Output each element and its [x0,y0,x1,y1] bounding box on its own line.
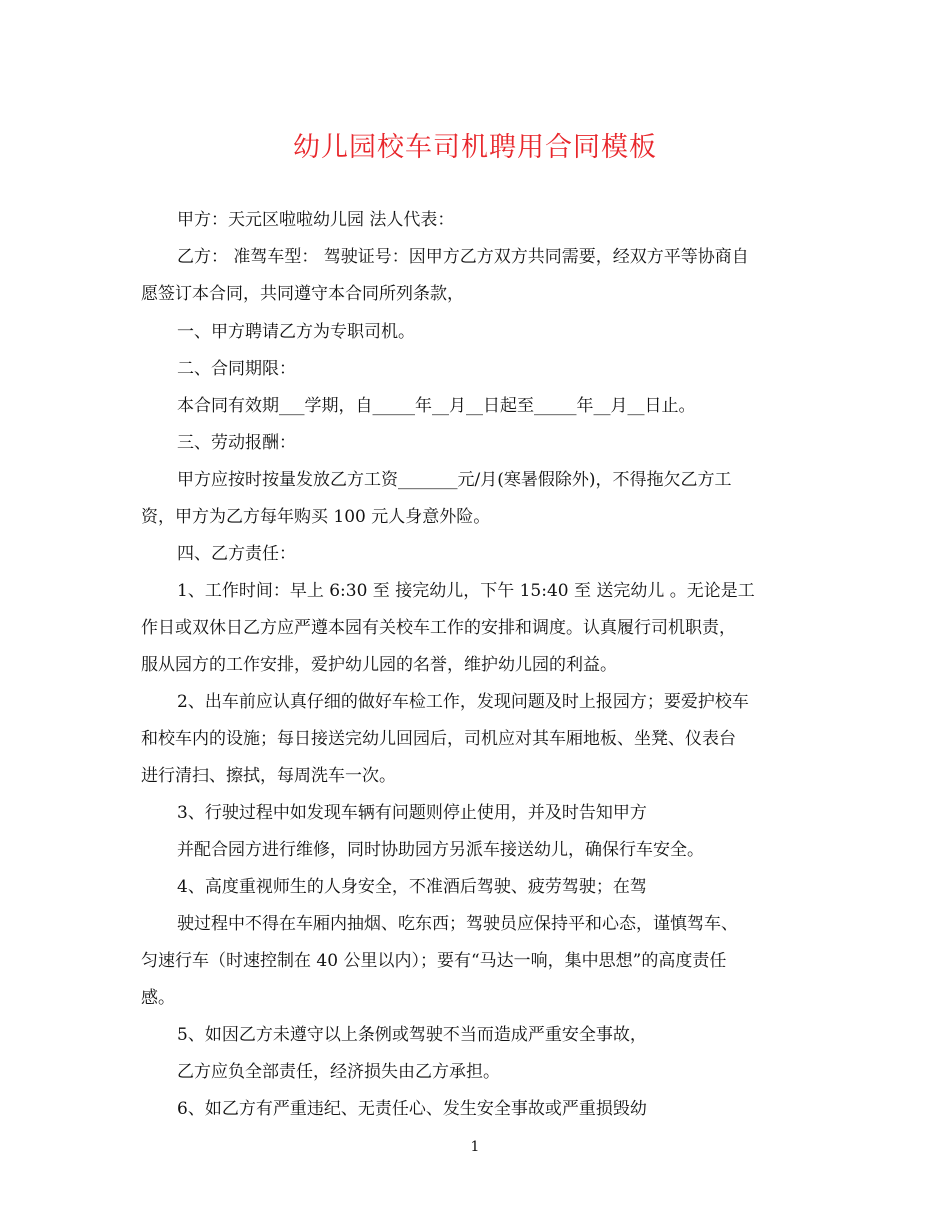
salary-line-continued: 资，甲方为乙方每年购买 100 元人身意外险。 [141,507,491,527]
duty-3-line-2: 并配合园方进行维修，同时协助园方另派车接送幼儿，确保行车安全。 [177,840,704,860]
duty-5-line: 5、如因乙方未遵守以上条例或驾驶不当而造成严重安全事故， [177,1025,647,1045]
party-b-line-continued: 愿签订本合同，共同遵守本合同所列条款， [141,284,464,304]
duty-6-line: 6、如乙方有严重违纪、无责任心、发生安全事故或严重损毁幼 [177,1099,647,1119]
duty-4-line-3: 匀速行车（时速控制在 40 公里以内）；要有“马达一响，集中思想”的高度责任 [141,951,727,971]
party-b-line: 乙方： 准驾车型： 驾驶证号：因甲方乙方双方共同需要，经双方平等协商自 [177,247,749,267]
duty-4-line: 4、高度重视师生的人身安全，不准酒后驾驶、疲劳驾驶；在驾 [177,877,647,897]
page-number: 1 [470,1139,480,1155]
document-title: 幼儿园校车司机聘用合同模板 [293,132,657,163]
duty-5-line-2: 乙方应负全部责任，经济损失由乙方承担。 [177,1062,500,1082]
party-a-line: 甲方：天元区啦啦幼儿园 法人代表： [177,210,455,230]
duty-2-line-2: 和校车内的设施；每日接送完幼儿回园后，司机应对其车厢地板、坐凳、仪表台 [141,729,736,749]
duty-1-line: 1、工作时间：早上 6:30 至 接完幼儿，下午 15:40 至 送完幼儿 。无论是工 [177,581,755,601]
clause-4-heading: 四、乙方责任： [177,544,296,564]
duty-2-line-3: 进行清扫、擦拭，每周洗车一次。 [141,766,396,786]
duty-4-line-2: 驶过程中不得在车厢内抽烟、吃东西；驾驶员应保持平和心态，谨慎驾车、 [177,914,738,934]
duty-1-line-2: 作日或双休日乙方应严遵本园有关校车工作的安排和调度。认真履行司机职责， [141,618,736,638]
clause-1-heading: 一、甲方聘请乙方为专职司机。 [177,322,415,342]
clause-3-heading: 三、劳动报酬： [177,433,296,453]
duty-1-line-3: 服从园方的工作安排，爱护幼儿园的名誉，维护幼儿园的利益。 [141,655,617,675]
duty-4-line-4: 感。 [141,988,175,1008]
salary-line: 甲方应按时按量发放乙方工资_______元/月(寒暑假除外)，不得拖欠乙方工 [177,470,732,490]
contract-term-line: 本合同有效期___学期，自_____年__月__日起至_____年__月__日止。 [177,396,696,416]
duty-3-line: 3、行驶过程中如发现车辆有问题则停止使用，并及时告知甲方 [177,803,647,823]
duty-2-line: 2、出车前应认真仔细的做好车检工作，发现问题及时上报园方；要爱护校车 [177,692,749,712]
clause-2-heading: 二、合同期限： [177,359,296,379]
